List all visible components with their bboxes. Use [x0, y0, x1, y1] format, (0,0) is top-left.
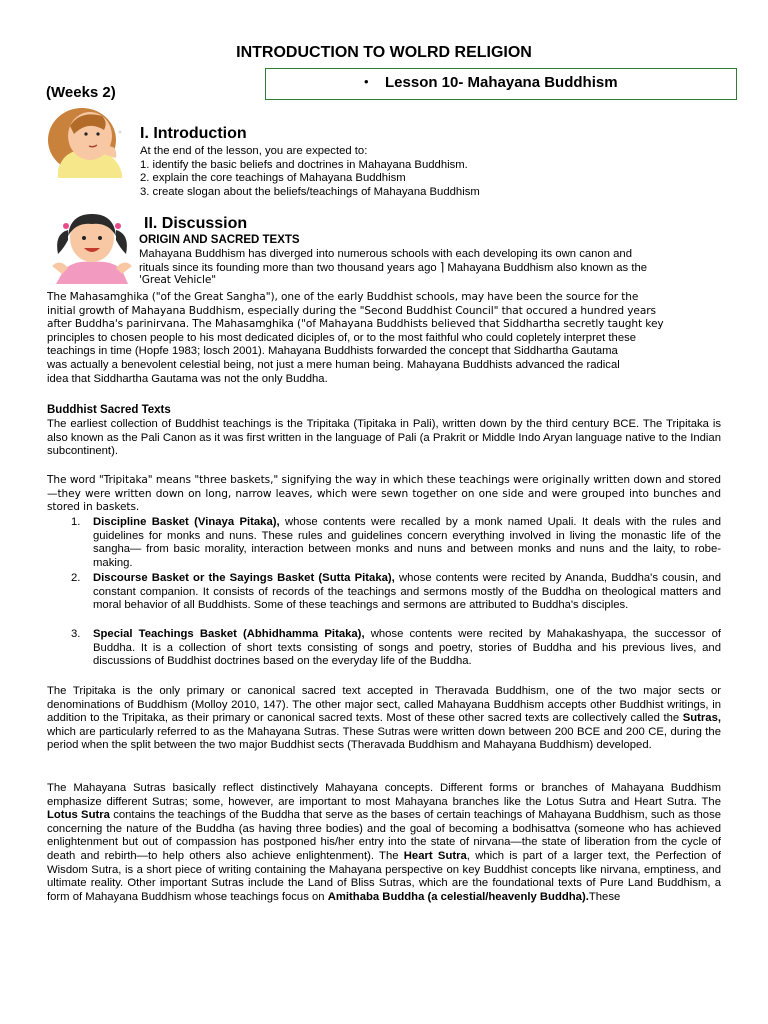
- basket-description: whose contents were recalled by a monk named Upali. It deals with the rules and guidelines for monks and nuns. These rules and guidelines concern everything involved in living the monastic life of the sangha— from basic morality, interaction between monks and nuns and between monks and nuns and the laity, to robe-making.: [93, 516, 721, 569]
- basket-title: Discipline Basket (Vinaya Pitaka),: [93, 516, 280, 528]
- list-number: 3.: [71, 628, 81, 640]
- paragraph-text: These: [588, 890, 621, 903]
- paragraph-text: , which is part of a larger text, the Perfection of Wisdom Sutra, is a short piece of writing containing the Mahayana perspective on key Buddhist concepts like nirvana, emptiness, and ultimate reality. Other important Sutras include the Land of Bliss Sutras, which are the foundational texts of Pure Land Buddhism, a form of Mahayana Buddhism whose teachings focus on: [47, 849, 721, 903]
- paragraph-line: after Buddha's parinirvana. The Mahasamghika ("of Mahayana Buddhists believed that Siddhartha secretly taught key: [47, 318, 664, 331]
- paragraph-line: The Mahasamghika ("of the Great Sangha"), one of the early Buddhist schools, may have been the source for the: [47, 291, 639, 303]
- mahayana-sutras-paragraph: [47, 782, 721, 904]
- lesson-title: Lesson 10- Mahayana Buddhism: [385, 74, 618, 91]
- list-item: [47, 628, 721, 672]
- heart-sutra-term: Heart Sutra: [403, 849, 467, 862]
- list-item: [47, 516, 721, 572]
- basket-title: Special Teachings Basket (Abhidhamma Pitaka),: [93, 628, 365, 640]
- lesson-box: [265, 68, 737, 100]
- sutras-term: Sutras,: [682, 712, 721, 725]
- basket-description: whose contents were recited by Mahakashyapa, the successor of Buddha. It is a collection of short texts consisting of songs and poetry, stories of Buddha and his previous lives, and discussions of Buddhist doctrines based on the everyday life of the Buddha.: [93, 628, 722, 668]
- paragraph-line: was actually a benevolent celestial being, not just a mere human being. Mahayana Buddhists advanced the radical: [47, 358, 620, 371]
- paragraph-line: rituals since its founding more than two thousand years ago ⌉ Mahayana Buddhism also known as the: [139, 261, 648, 274]
- list-number: 2.: [71, 572, 81, 584]
- tripitaka-paragraph: The earliest collection of Buddhist teachings is the Tripitaka (Tipitaka in Pali), written down by the third century BCE. The Tripitaka is also known as the Pali Canon as it was first written in the language of Pali (a Prakrit or Middle Indo Aryan language native to the Indian subcontinent).: [47, 418, 721, 458]
- basket-title: Discourse Basket or the Sayings Basket (Sutta Pitaka),: [93, 572, 395, 584]
- paragraph-line: idea that Siddhartha Gautama was not the only Buddha.: [47, 372, 328, 385]
- paragraph-line: 'Great Vehicle": [139, 274, 217, 287]
- paragraph-line: Mahayana Buddhism has diverged into numerous schools with each developing its own canon and: [139, 248, 632, 260]
- objectives-lead: At the end of the lesson, you are expected to:: [140, 145, 368, 157]
- lotus-sutra-term: Lotus Sutra: [47, 809, 110, 822]
- objective-item: 1. identify the basic beliefs and doctrines in Mahayana Buddhism.: [140, 158, 468, 171]
- objectives-list: [140, 145, 740, 199]
- list-item: [47, 572, 721, 628]
- origin-subheading: ORIGIN AND SACRED TEXTS: [139, 234, 300, 246]
- paragraph-text: The Mahayana Sutras basically reflect distinctively Mahayana concepts. Different forms or branches of Mahayana Buddhism emphasize different Sutras; some, however, are important to most Mahayana branches like the Lotus Sutra and Heart Sutra. The: [47, 782, 721, 808]
- objective-item: 3. create slogan about the beliefs/teachings of Mahayana Buddhism: [140, 185, 480, 198]
- paragraph-line: teachings in time (Hopfe 1983; losch 2001). Mahayana Buddhists forwarded the concept that Siddhartha Gautama: [47, 345, 618, 358]
- three-baskets-paragraph: The word "Tripitaka" means "three baskets," signifying the way in which these teachings were originally written down and stored—they were written down on long, narrow leaves, which were sewn together on one side and were grouped into bunches and stored in baskets.: [47, 474, 721, 514]
- document-title: INTRODUCTION TO WOLRD RELIGION: [236, 44, 532, 61]
- sutras-paragraph: [47, 685, 721, 753]
- objective-item: 2. explain the core teachings of Mahayana Buddhism: [140, 172, 406, 185]
- thinking-student-icon: [44, 104, 140, 178]
- paragraph-line: initial growth of Mahayana Buddhism, especially during the "Second Buddhist Council" that occured a hundred years: [47, 304, 656, 317]
- paragraph-line: principles to chosen people to his most dedicated diciples of, or to the most faithful who could copletely interpret these: [47, 331, 637, 344]
- discussion-heading: II. Discussion: [144, 215, 248, 232]
- paragraph-text: contains the teachings of the Buddha that serve as the bases of certain teachings of Mahayana Buddhism, such as those concerning the nature of the Buddha (as having three bodies) and the goal of becoming a bodhisattva (someone who has achieved enlightenment but out of compassion has postponed his/her entry into the state of nirvana—the state of liberation from the cycle of death and rebirth—to help others also achieve enlightenment). The: [47, 809, 721, 862]
- bullet-icon: •: [364, 74, 369, 89]
- introduction-heading: I. Introduction: [140, 125, 247, 142]
- amithaba-term: Amithaba Buddha (a celestial/heavenly Buddha).: [327, 890, 589, 903]
- sacred-texts-heading: Buddhist Sacred Texts: [47, 404, 171, 416]
- weeks-label: (Weeks 2): [46, 84, 116, 101]
- baskets-list: [47, 516, 721, 672]
- basket-description: whose contents were recited by Ananda, Buddha's cousin, and constant companion. It consists of records of the teachings and sermons mostly of the Buddha on theological matters and moral behavior of all Buddhists. Some of these teachings and sermons are attributed to Buddha's disciples.: [93, 572, 721, 612]
- paragraph-text: The Tripitaka is the only primary or canonical sacred text accepted in Theravada Buddhism, one of the two major sects or denominations of Buddhism (Molloy 2010, 147). The other major sect, called Mahayana Buddhism accepts other Buddhist writings, in addition to the Tripitaka, as their primary or canonical sacred texts. Most of these other sacred texts are collectively called the: [47, 685, 721, 725]
- mahasamghika-paragraph: [47, 291, 721, 386]
- smiling-girl-icon: [44, 208, 140, 286]
- origin-paragraph: [139, 248, 721, 288]
- paragraph-text: which are particularly referred to as the Mahayana Sutras. These Sutras were written down between 200 BCE and 200 CE, during the period when the split between the two major Buddhist sects (Theravada Buddhism and Mahayana Buddhism) developed.: [47, 725, 721, 752]
- list-number: 1.: [71, 516, 81, 528]
